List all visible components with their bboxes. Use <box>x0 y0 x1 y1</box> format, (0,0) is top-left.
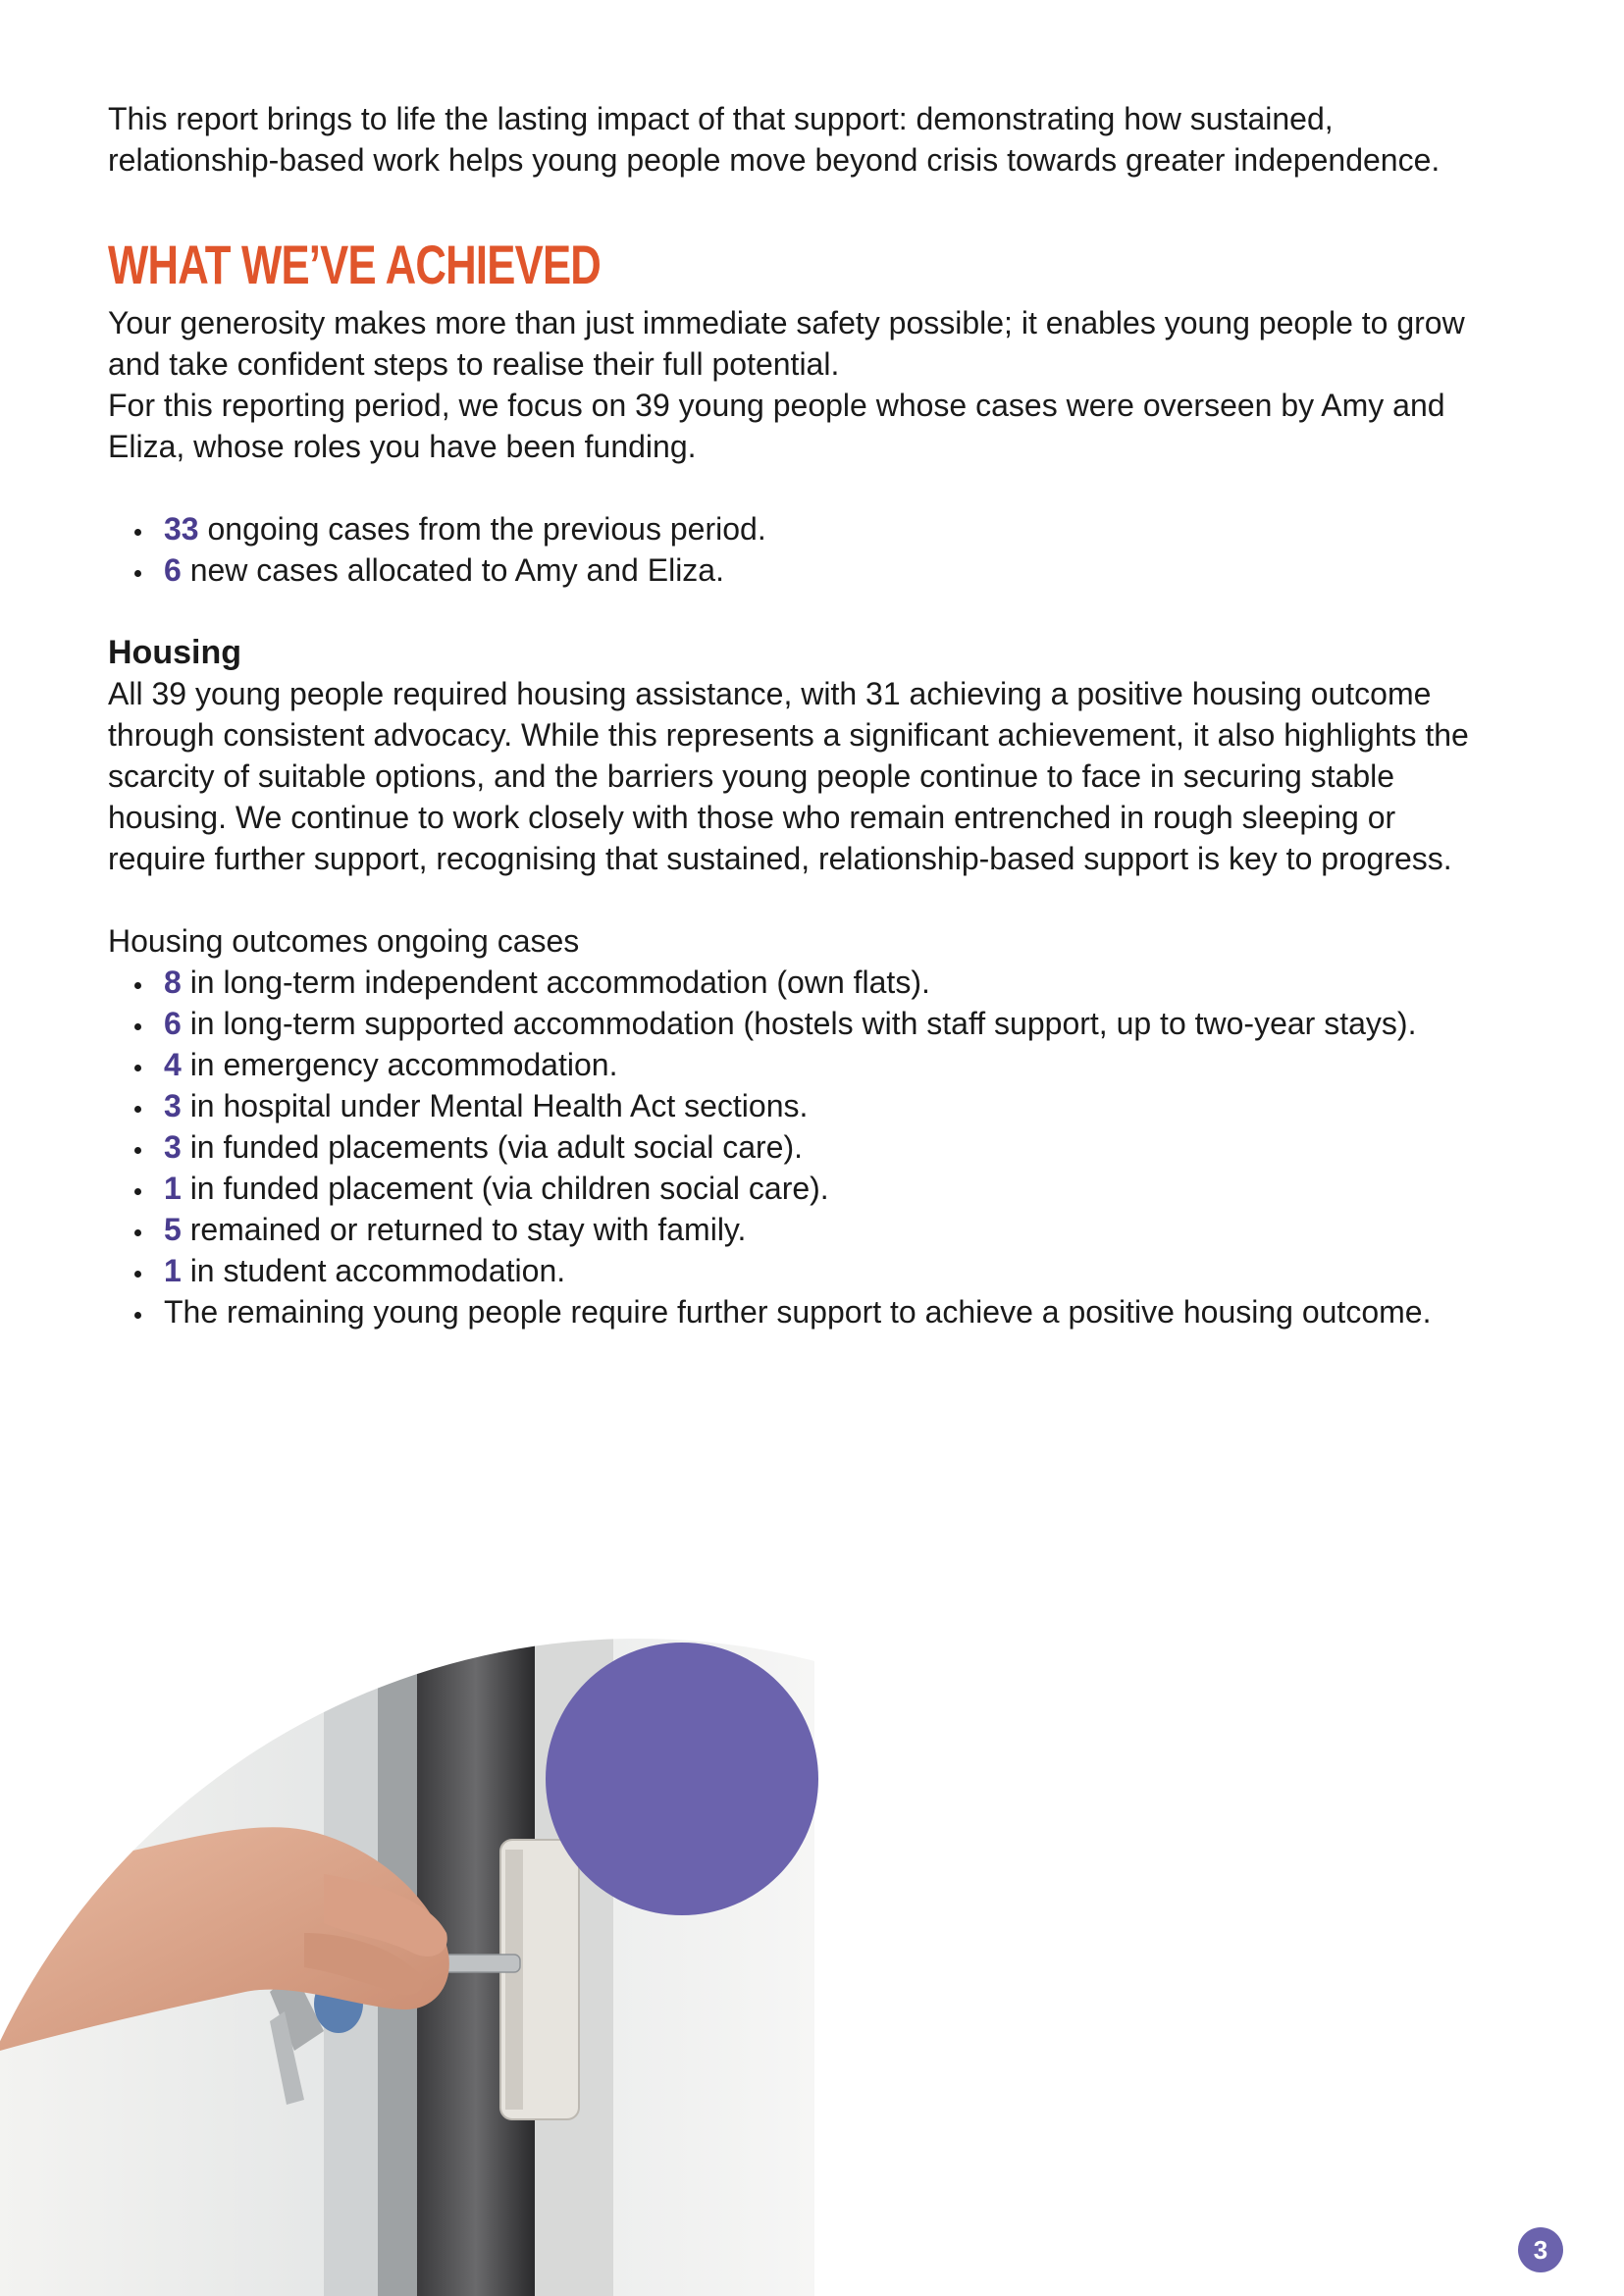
list-item: 3 in funded placements (via adult social care). <box>108 1126 1501 1168</box>
list-item: 1 in student accommodation. <box>108 1250 1501 1291</box>
section-heading-achieved: WHAT WE’VE ACHIEVED <box>108 234 602 295</box>
list-item: 1 in funded placement (via children social care). <box>108 1168 1501 1209</box>
list-item: The remaining young people require further support to achieve a positive housing outcome. <box>108 1291 1501 1332</box>
page-content <box>108 98 1501 1332</box>
list-item: 3 in hospital under Mental Health Act sections. <box>108 1085 1501 1126</box>
housing-outcomes-title: Housing outcomes ongoing cases <box>108 923 580 959</box>
page-number: 3 <box>1518 2227 1563 2272</box>
list-item: 6 new cases allocated to Amy and Eliza. <box>108 549 1501 591</box>
housing-paragraph: All 39 young people required housing assistance, with 31 achieving a positive housing outcome through consistent advocacy. While this represents a significant achievement, it also highlights the scarcity of suitable options, and the barriers young people continue to face in securing stable housing. We continue to work closely with those who remain entrenched in rough sleeping or require further support, recognising that sustained, relationship-based support is key to progress. <box>108 676 1469 876</box>
housing-outcomes-list <box>108 962 1501 1332</box>
decorative-circle <box>546 1643 818 1915</box>
achieved-paragraph-2: For this reporting period, we focus on 39 young people whose cases were overseen by Amy and Eliza, whose roles you have been funding. <box>108 388 1445 464</box>
list-item: 4 in emergency accommodation. <box>108 1044 1501 1085</box>
cases-list <box>108 508 1501 591</box>
intro-paragraph: This report brings to life the lasting impact of that support: demonstrating how sustained, relationship-based work helps young people move beyond crisis towards greater independence. <box>108 101 1441 178</box>
list-item: 33 ongoing cases from the previous period. <box>108 508 1501 549</box>
achieved-paragraph-1: Your generosity makes more than just immediate safety possible; it enables young people to grow and take confident steps to realise their full potential. <box>108 305 1465 382</box>
section-heading-housing: Housing <box>108 634 241 671</box>
list-item: 8 in long-term independent accommodation (own flats). <box>108 962 1501 1003</box>
list-item: 6 in long-term supported accommodation (hostels with staff support, up to two-year stays). <box>108 1003 1501 1044</box>
list-item: 5 remained or returned to stay with family. <box>108 1209 1501 1250</box>
